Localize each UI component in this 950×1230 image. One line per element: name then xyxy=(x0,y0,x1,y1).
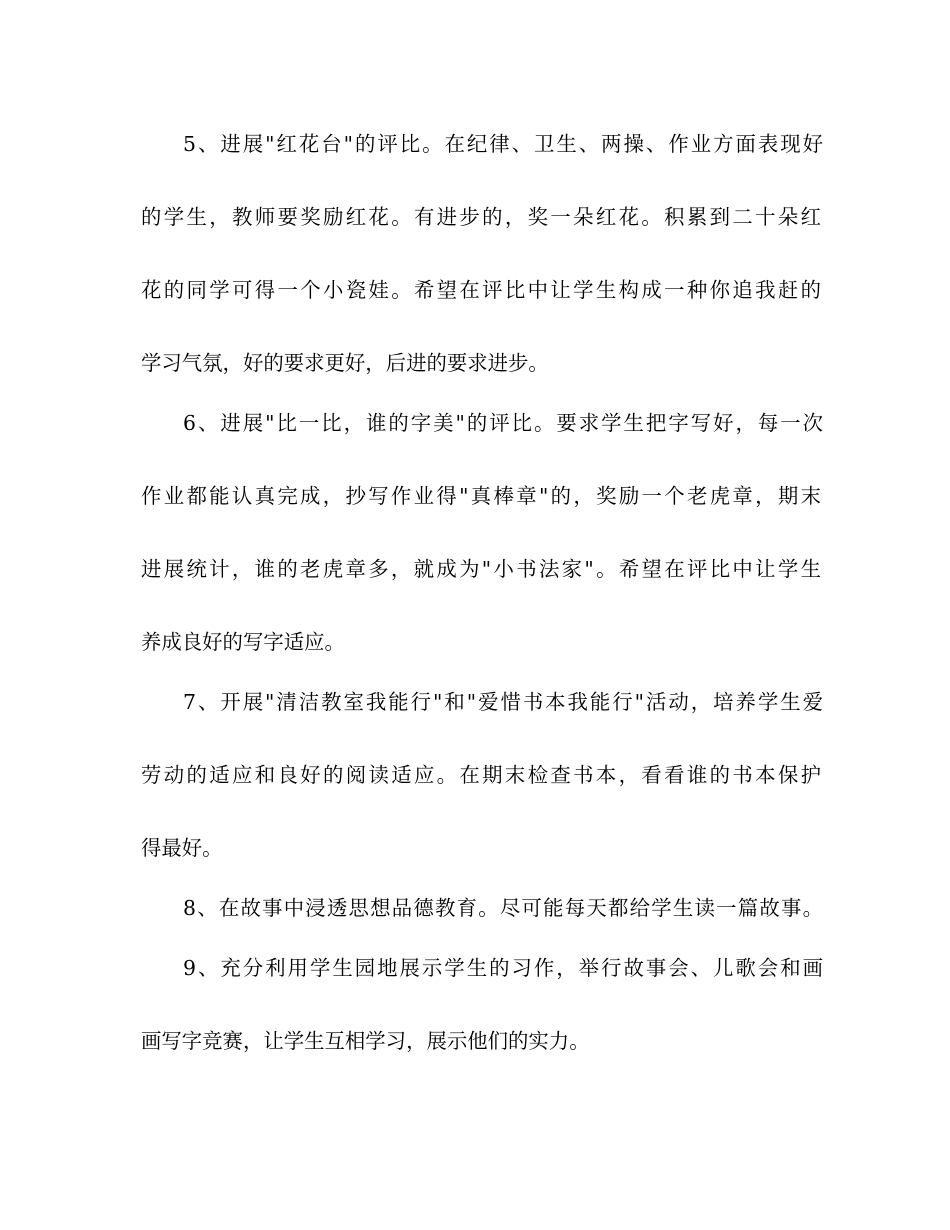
text-line: 6、进展"比一比，谁的字美"的评比。要求学生把字写好，每一次 xyxy=(183,411,823,435)
text-line: 进展统计，谁的老虎章多，就成为"小书法家"。希望在评比中让学生 xyxy=(141,557,821,581)
text-line: 养成良好的写字适应。 xyxy=(141,630,345,654)
text-line: 5、进展"红花台"的评比。在纪律、卫生、两操、作业方面表现好 xyxy=(183,132,823,156)
text-line: 7、开展"清洁教室我能行"和"爱惜书本我能行"活动，培养学生爱 xyxy=(183,690,823,714)
text-line: 的学生，教师要奖励红花。有进步的，奖一朵红花。积累到二十朵红 xyxy=(141,205,821,229)
text-line: 得最好。 xyxy=(141,836,223,860)
text-line: 画写字竞赛，让学生互相学习，展示他们的实力。 xyxy=(141,1029,590,1053)
text-line: 花的同学可得一个小瓷娃。希望在评比中让学生构成一种你追我赶的 xyxy=(141,278,821,302)
text-line: 8、在故事中浸透思想品德教育。尽可能每天都给学生读一篇故事。 xyxy=(183,896,823,920)
text-line: 劳动的适应和良好的阅读适应。在期末检查书本，看看谁的书本保护 xyxy=(141,763,821,787)
text-line: 9、充分利用学生园地展示学生的习作，举行故事会、儿歌会和画 xyxy=(183,956,823,980)
text-line: 学习气氛，好的要求更好，后进的要求进步。 xyxy=(141,351,549,375)
text-line: 作业都能认真完成，抄写作业得"真棒章"的，奖励一个老虎章，期末 xyxy=(141,484,821,508)
